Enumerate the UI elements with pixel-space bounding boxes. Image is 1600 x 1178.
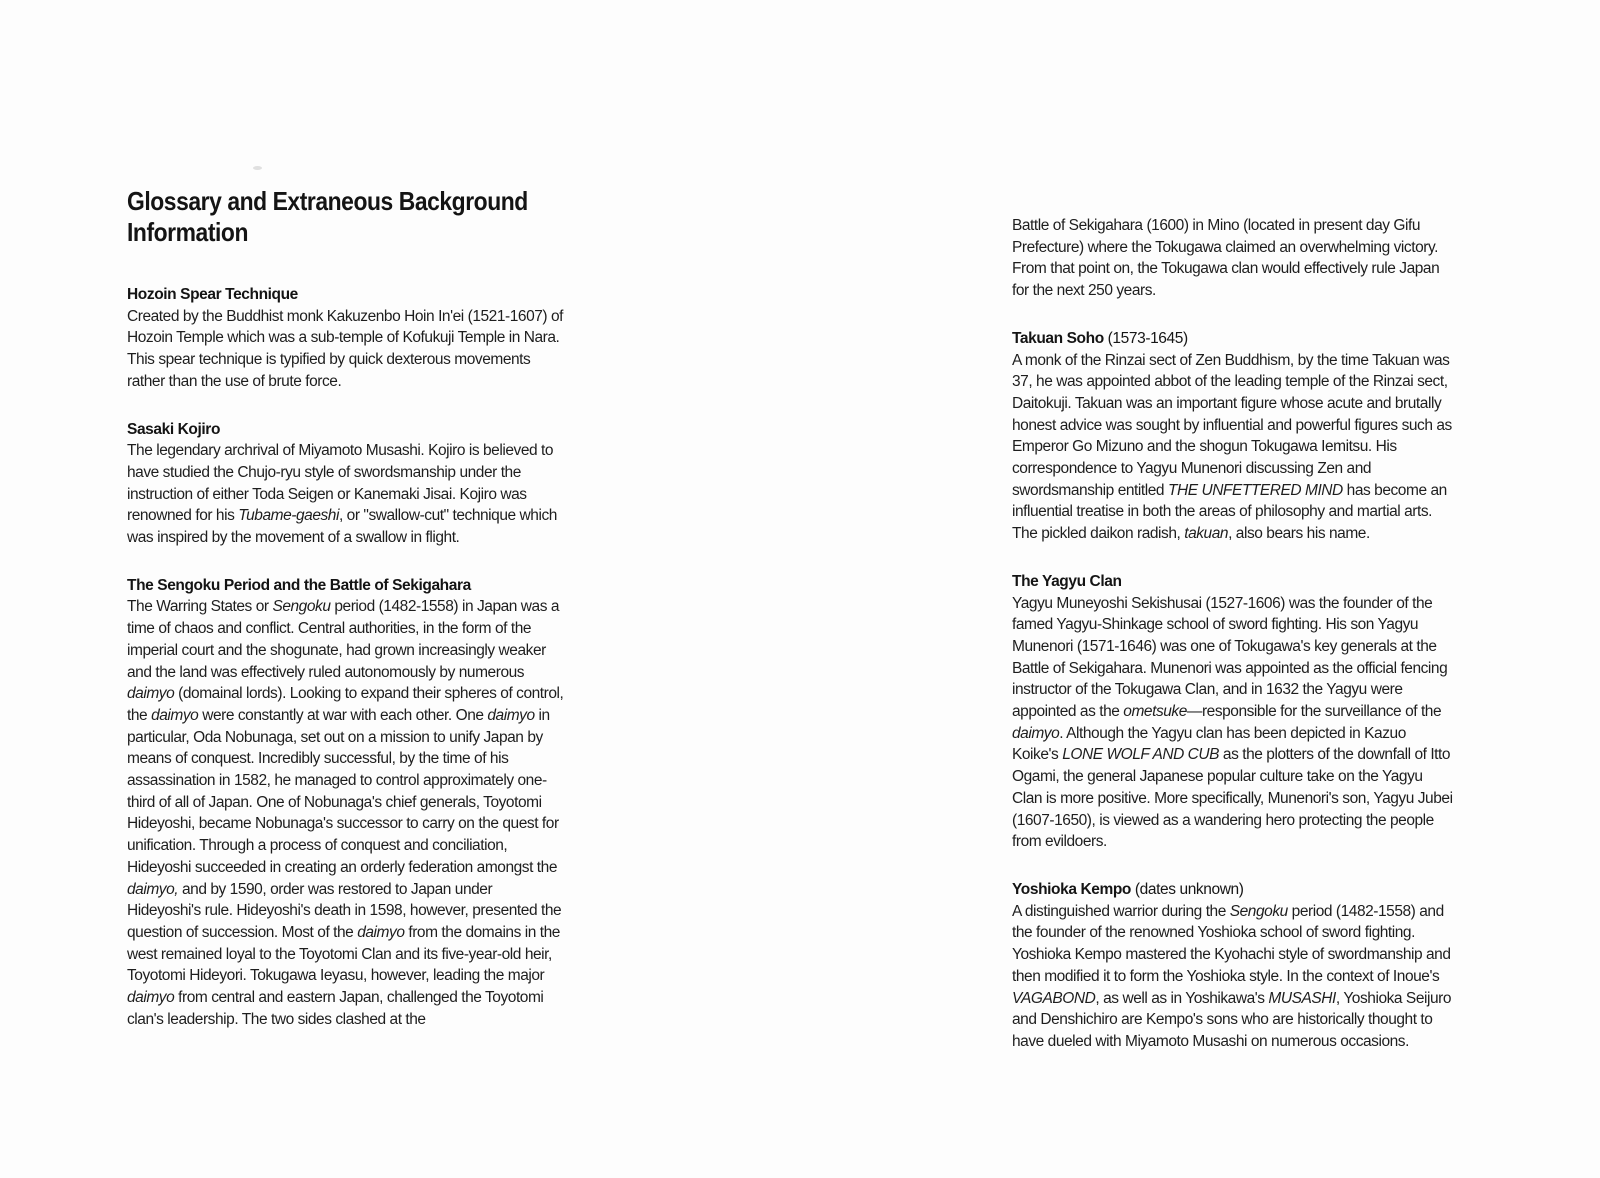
page-title-line-2: Information	[127, 217, 248, 247]
entry-heading: Yoshioka Kempo (dates unknown)	[1012, 880, 1244, 898]
page-title	[127, 186, 564, 248]
entry-hozoin-spear-technique	[127, 284, 564, 393]
continuation-paragraph: Battle of Sekigahara (1600) in Mino (located in present day Gifu Prefecture) where the Tokugawa claimed an overwhelming victory. From that point on, the Tokugawa clan would effectively rule Japan for the next 250 years.	[1012, 217, 1440, 300]
entry-body: The legendary archrival of Miyamoto Musashi. Kojiro is believed to have studied the Chujo-ryu style of swordsmanship under the instruction of either Toda Seigen or Kanemaki Jisai. Kojiro was renowned for his Tubame-gaeshi, or "swallow-cut" technique which was inspired by the movement of a swallow in flight.	[127, 442, 557, 547]
right-column	[1012, 215, 1456, 1053]
entry-sengoku-period-sekigahara	[127, 575, 564, 1031]
entry-body: Created by the Buddhist monk Kakuzenbo Hoin In'ei (1521-1607) of Hozoin Temple which was a sub-temple of Kofukuji Temple in Nara. This spear technique is typified by quick dexterous movements rather than the use of brute force.	[127, 307, 564, 390]
entry-sasaki-kojiro	[127, 419, 564, 549]
entry-heading: Takuan Soho (1573-1645)	[1012, 329, 1188, 347]
page-title-line-1: Glossary and Extraneous Background	[127, 186, 528, 216]
entry-heading: Hozoin Spear Technique	[127, 286, 298, 303]
entry-heading: Sasaki Kojiro	[127, 420, 221, 438]
entry-body: A distinguished warrior during the Sengoku period (1482-1558) and the founder of the renowned Yoshioka school of sword fighting. Yoshioka Kempo mastered the Kyohachi style of swordmanship and then modified it to form the Yoshioka style. In the context of Inoue's VAGABOND, as well as in Yoshikawa's MUSASHI, Yoshioka Seijuro and Denshichiro are Kempo's sons who are historically thought to have dueled with Miyamoto Musashi on numerous occasions.	[1012, 902, 1452, 1050]
entry-heading: The Sengoku Period and the Battle of Sekigahara	[127, 576, 471, 594]
entry-takuan-soho	[1012, 328, 1456, 545]
entry-body: Yagyu Muneyoshi Sekishusai (1527-1606) was the founder of the famed Yagyu-Shinkage school of sword fighting. His son Yagyu Munenori (1571-1646) was one of Tokugawa's key generals at the Battle of Sekigahara. Munenori was appointed as the official fencing instructor of the Tokugawa Clan, and in 1632 the Yagyu were appointed as the ometsuke—responsible for the surveillance of the daimyo. Although the Yagyu clan has been depicted in Kazuo Koike's LONE WOLF AND CUB as the plotters of the downfall of Itto Ogami, the general Japanese popular culture take on the Yagyu Clan is more positive. More specifically, Munenori's son, Yagyu Jubei (1607-1650), is viewed as a wandering hero protecting the people from evildoers.	[1012, 594, 1453, 851]
entry-yagyu-clan	[1012, 571, 1456, 853]
entry-body: A monk of the Rinzai sect of Zen Buddhism, by the time Takuan was 37, he was appointed abbot of the leading temple of the Rinzai sect, Daitokuji. Takuan was an important figure whose acute and brutally honest advice was sought by influential and powerful figures such as Emperor Go Mizuno and the shogun Tokugawa Iemitsu. His correspondence to Yagyu Munenori discussing Zen and swordsmanship entitled THE UNFETTERED MIND has become an influential treatise in both the areas of philosophy and martial arts. The pickled daikon radish, takuan, also bears his name.	[1012, 351, 1452, 543]
scan-smudge	[253, 166, 262, 170]
entry-heading: The Yagyu Clan	[1012, 572, 1122, 590]
entry-yoshioka-kempo	[1012, 879, 1456, 1053]
left-column	[127, 186, 564, 1031]
entry-body: The Warring States or Sengoku period (1482-1558) in Japan was a time of chaos and conflict. Central authorities, in the form of the imperial court and the shogunate, had grown increasingly weaker and the land was effectively ruled autonomously by numerous daimyo (domainal lords). Looking to expand their spheres of control, the daimyo were constantly at war with each other. One daimyo in particular, Oda Nobunaga, set out on a mission to unify Japan by means of conquest. Incredibly successful, by the time of his assassination in 1582, he managed to control approximately one-third of all of Japan. One of Nobunaga's chief generals, Toyotomi Hideyoshi, became Nobunaga's successor to carry on the quest for unification. Through a process of conquest and conciliation, Hideyoshi succeeded in creating an orderly federation amongst the daimyo, and by 1590, order was restored to Japan under Hideyoshi's rule. Hideyoshi's death in 1598, however, presented the question of succession. Most of the daimyo from the domains in the west remained loyal to the Toyotomi Clan and its five-year-old heir, Toyotomi Hideyori. Tokugawa Ieyasu, however, leading the major daimyo from central and eastern Japan, challenged the Toyotomi clan's leadership. The two sides clashed at the	[127, 598, 564, 1028]
